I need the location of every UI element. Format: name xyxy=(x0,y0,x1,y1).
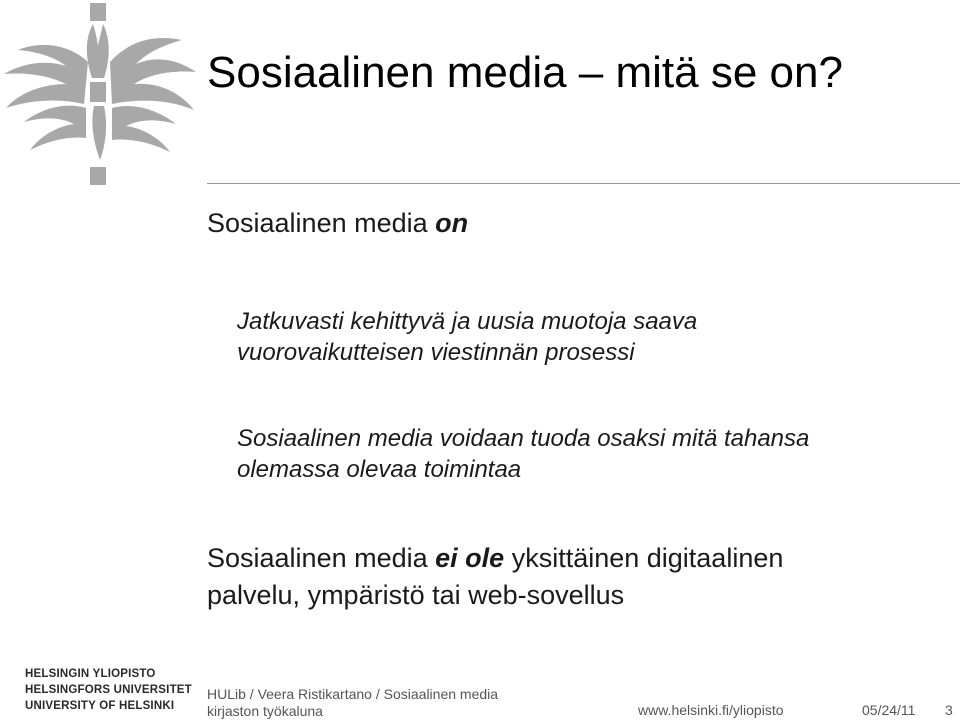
bullet-2-line-1: Sosiaalinen media voidaan tuoda osaksi mitä tahansa xyxy=(237,425,810,452)
closing-line-1 xyxy=(207,540,783,577)
footer-date: 05/24/11 xyxy=(862,702,916,718)
bullet-1 xyxy=(237,306,697,368)
university-name-fi: HELSINGIN YLIOPISTO xyxy=(25,668,156,680)
intro-emphasis: on xyxy=(435,208,469,238)
title-divider xyxy=(207,183,960,184)
university-logo xyxy=(0,0,200,190)
footer-presentation-info xyxy=(207,686,498,720)
closing-paragraph xyxy=(207,540,783,614)
bullet-2-line-2: olemassa olevaa toimintaa xyxy=(237,456,522,483)
closing-line-2: palvelu, ympäristö tai web-sovellus xyxy=(207,580,625,610)
bullet-1-line-1: Jatkuvasti kehittyvä ja uusia muotoja saava xyxy=(237,308,698,335)
closing-text-suffix: yksittäinen digitaalinen xyxy=(504,543,784,573)
intro-line xyxy=(207,208,468,239)
bullet-2 xyxy=(237,423,809,485)
bullet-1-line-2: vuorovaikutteisen viestinnän prosessi xyxy=(237,339,635,366)
footer-url: www.helsinki.fi/yliopisto xyxy=(638,702,784,718)
slide-title: Sosiaalinen media – mitä se on? xyxy=(207,48,843,97)
closing-text: Sosiaalinen media xyxy=(207,543,436,573)
intro-text: Sosiaalinen media xyxy=(207,208,436,238)
footer-line-2: kirjaston työkaluna xyxy=(207,703,323,719)
closing-emphasis: ei ole xyxy=(435,543,505,573)
university-name-en: UNIVERSITY OF HELSINKI xyxy=(25,700,175,712)
university-name xyxy=(25,666,192,714)
page-number: 3 xyxy=(945,702,953,718)
footer-line-1: HULib / Veera Ristikartano / Sosiaalinen media xyxy=(207,686,499,702)
university-name-sv: HELSINGFORS UNIVERSITET xyxy=(25,684,192,696)
